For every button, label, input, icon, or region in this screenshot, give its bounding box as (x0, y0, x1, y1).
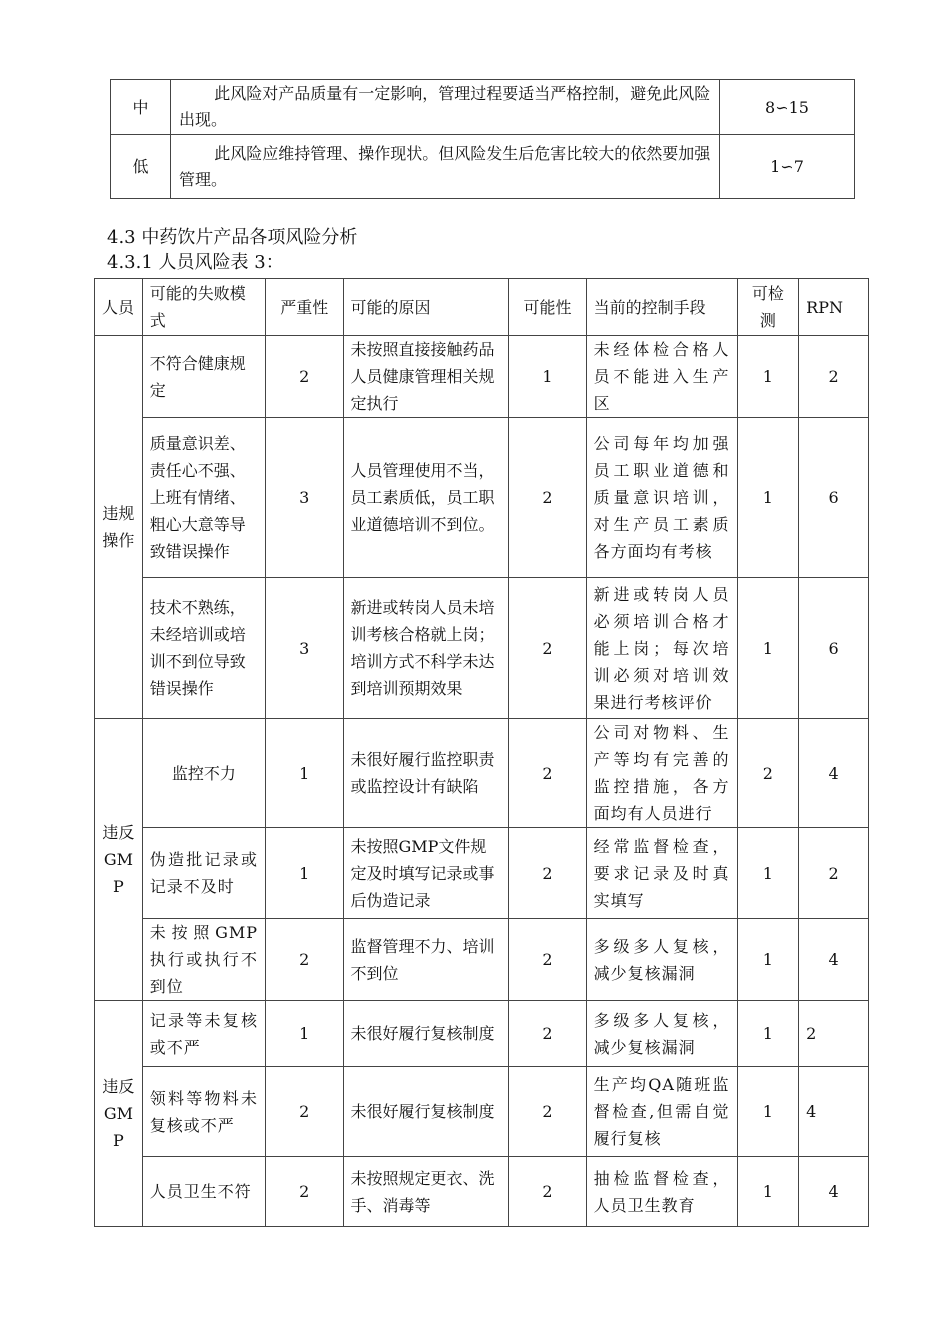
rpn-cell: 4 (799, 919, 869, 1001)
control-cell: 多级多人复核，减少复核漏洞 (586, 919, 737, 1001)
failure-mode-cell: 人员卫生不符 (142, 1157, 265, 1227)
category-cell: 违反GMP (95, 719, 143, 1001)
cause-cell: 未很好履行监控职责或监控设计有缺陷 (343, 719, 509, 828)
detectability-cell: 1 (737, 418, 799, 578)
level-range: 8∽15 (720, 80, 855, 135)
table-row (95, 828, 869, 919)
rpn-cell: 4 (799, 1067, 869, 1157)
detectability-cell: 1 (737, 828, 799, 919)
cause-cell: 未很好履行复核制度 (343, 1001, 509, 1067)
rpn-cell: 2 (799, 828, 869, 919)
detectability-cell: 1 (737, 1001, 799, 1067)
severity-cell: 3 (266, 578, 343, 719)
header-failure-mode: 可能的失败模式 (142, 279, 265, 336)
level-range: 1∽7 (720, 135, 855, 199)
detectability-cell: 2 (737, 719, 799, 828)
table-row (95, 418, 869, 578)
rpn-cell: 2 (799, 1001, 869, 1067)
rpn-cell: 6 (799, 418, 869, 578)
header-probability: 可能性 (509, 279, 586, 336)
table-row (95, 578, 869, 719)
cause-cell: 新进或转岗人员未培训考核合格就上岗；培训方式不科学未达到培训预期效果 (343, 578, 509, 719)
probability-cell: 2 (509, 418, 586, 578)
cause-cell: 监督管理不力、培训不到位 (343, 919, 509, 1001)
control-cell: 公司每年均加强员工职业道德和质量意识培训，对生产员工素质各方面均有考核 (586, 418, 737, 578)
control-cell: 新进或转岗人员必须培训合格才能上岗；每次培训必须对培训效果进行考核评价 (586, 578, 737, 719)
probability-cell: 2 (509, 919, 586, 1001)
control-cell: 未经体检合格人员不能进入生产区 (586, 336, 737, 418)
severity-cell: 2 (266, 336, 343, 418)
rpn-cell: 4 (799, 1157, 869, 1227)
header-severity: 严重性 (266, 279, 343, 336)
severity-cell: 2 (266, 919, 343, 1001)
risk-level-table (110, 79, 855, 199)
detectability-cell: 1 (737, 336, 799, 418)
section-title: 4.3 中药饮片产品各项风险分析 (107, 227, 358, 248)
failure-mode-cell: 不符合健康规定 (142, 336, 265, 418)
table-row (95, 1157, 869, 1227)
table-row (95, 1001, 869, 1067)
probability-cell: 1 (509, 336, 586, 418)
detectability-cell: 1 (737, 1067, 799, 1157)
header-category: 人员 (95, 279, 143, 336)
control-cell: 多级多人复核，减少复核漏洞 (586, 1001, 737, 1067)
level-label: 中 (111, 80, 171, 135)
subsection-title: 4.3.1 人员风险表 3： (107, 252, 284, 273)
probability-cell: 2 (509, 719, 586, 828)
header-row (95, 279, 869, 336)
cause-cell: 未按照规定更衣、洗手、消毒等 (343, 1157, 509, 1227)
control-cell: 生产均QA随班监督检查,但需自觉履行复核 (586, 1067, 737, 1157)
probability-cell: 2 (509, 828, 586, 919)
probability-cell: 2 (509, 578, 586, 719)
header-cause: 可能的原因 (343, 279, 509, 336)
detectability-cell: 1 (737, 578, 799, 719)
cause-cell: 人员管理使用不当，员工素质低，员工职业道德培训不到位。 (343, 418, 509, 578)
level-row (111, 80, 855, 135)
detectability-cell: 1 (737, 919, 799, 1001)
probability-cell: 2 (509, 1157, 586, 1227)
table-row (95, 919, 869, 1001)
failure-mode-cell: 领料等物料未复核或不严 (142, 1067, 265, 1157)
category-cell: 违规操作 (95, 336, 143, 719)
table-row (95, 719, 869, 828)
failure-mode-cell: 质量意识差、责任心不强、上班有情绪、粗心大意等导致错误操作 (142, 418, 265, 578)
level-row (111, 135, 855, 199)
severity-cell: 1 (266, 828, 343, 919)
rpn-cell: 6 (799, 578, 869, 719)
failure-mode-cell: 伪造批记录或记录不及时 (142, 828, 265, 919)
rpn-cell: 4 (799, 719, 869, 828)
level-description: 此风险对产品质量有一定影响，管理过程要适当严格控制，避免此风险出现。 (171, 80, 720, 135)
probability-cell: 2 (509, 1001, 586, 1067)
control-cell: 公司对物料、生产等均有完善的监控措施，各方面均有人员进行 (586, 719, 737, 828)
cause-cell: 未很好履行复核制度 (343, 1067, 509, 1157)
failure-mode-cell: 监控不力 (142, 719, 265, 828)
table-row (95, 1067, 869, 1157)
severity-cell: 1 (266, 1001, 343, 1067)
failure-mode-cell: 记录等未复核或不严 (142, 1001, 265, 1067)
personnel-risk-table (94, 278, 869, 1227)
table-row (95, 336, 869, 418)
header-rpn: RPN (799, 279, 869, 336)
control-cell: 抽检监督检查，人员卫生教育 (586, 1157, 737, 1227)
rpn-cell: 2 (799, 336, 869, 418)
level-label: 低 (111, 135, 171, 199)
severity-cell: 1 (266, 719, 343, 828)
cause-cell: 未按照直接接触药品人员健康管理相关规定执行 (343, 336, 509, 418)
severity-cell: 2 (266, 1067, 343, 1157)
probability-cell: 2 (509, 1067, 586, 1157)
category-cell: 违反GMP (95, 1001, 143, 1227)
header-control: 当前的控制手段 (586, 279, 737, 336)
control-cell: 经常监督检查，要求记录及时真实填写 (586, 828, 737, 919)
header-detectability: 可检测 (737, 279, 799, 336)
cause-cell: 未按照GMP文件规定及时填写记录或事后伪造记录 (343, 828, 509, 919)
detectability-cell: 1 (737, 1157, 799, 1227)
failure-mode-cell: 技术不熟练，未经培训或培训不到位导致错误操作 (142, 578, 265, 719)
severity-cell: 3 (266, 418, 343, 578)
severity-cell: 2 (266, 1157, 343, 1227)
failure-mode-cell: 未按照GMP执行或执行不到位 (142, 919, 265, 1001)
level-description: 此风险应维持管理、操作现状。但风险发生后危害比较大的依然要加强管理。 (171, 135, 720, 199)
